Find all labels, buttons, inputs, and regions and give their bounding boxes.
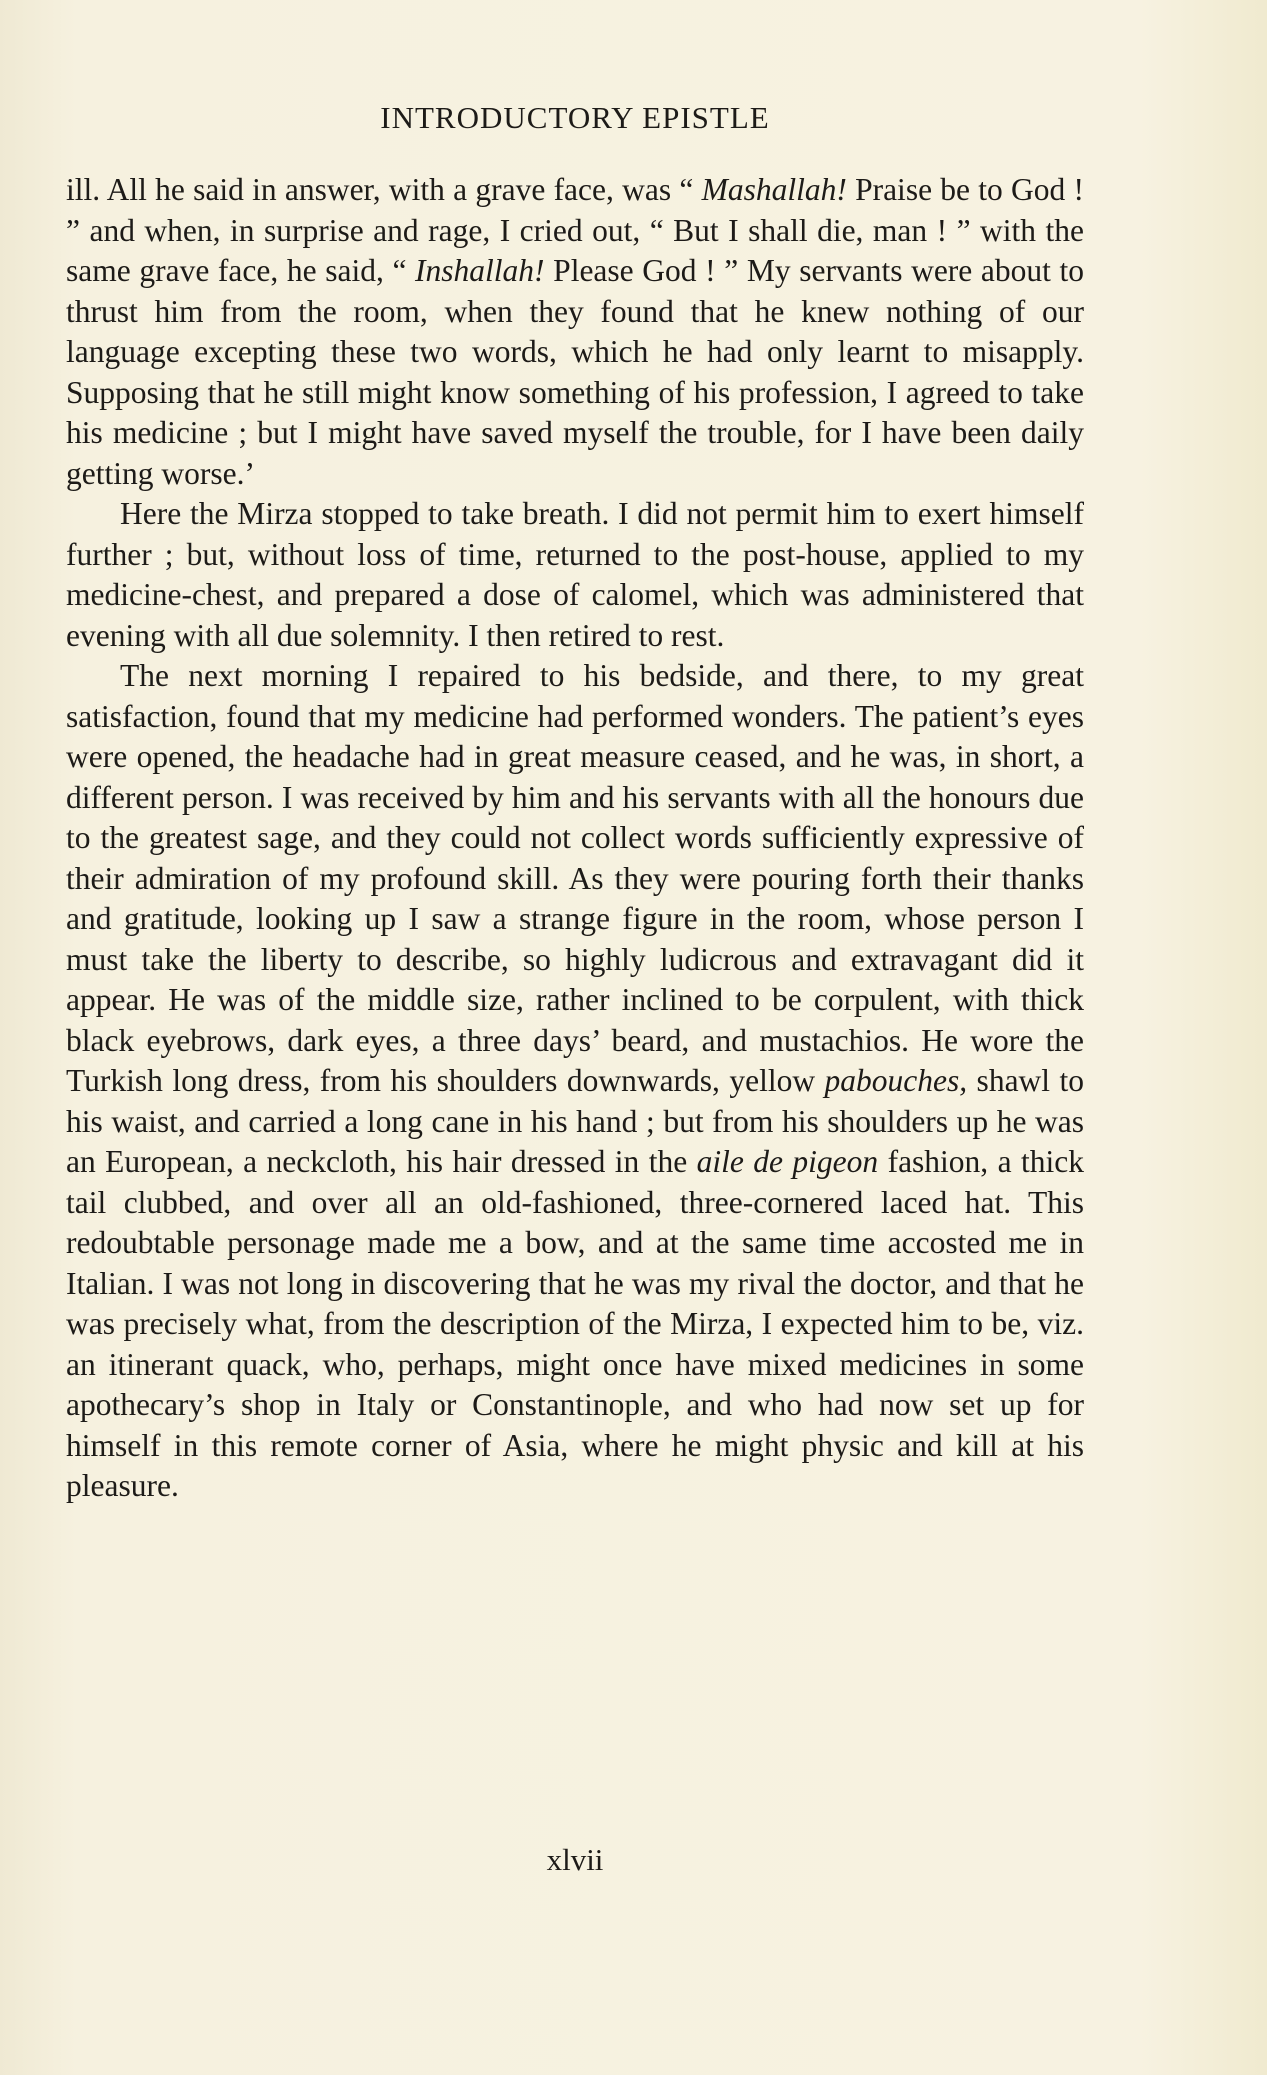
paragraph: The next morning I repaired to his bedside, and there, to my great satisfaction, found that my medicine had performed wonders. The patient’s eyes were opened, the headache had in great measure ceased, and he was, in short, a different person. I was received by him and his servants with all the honours due to the greatest sage, and they could not collect words sufficiently expressive of their admiration of my profound skill. As they were pouring forth their thanks and gratitude, looking up I saw a strange figure in the room, whose person I must take the liberty to describe, so highly ludicrous and extravagant did it appear. He was of the middle size, rather inclined to be corpulent, with thick black eyebrows, dark eyes, a three days’ beard, and mustachios. He wore the Turkish long dress, from his shoulders downwards, yellow pabouches, shawl to his waist, and carried a long cane in his hand ; but from his shoulders up he was an European, a neckcloth, his hair dressed in the aile de pigeon fashion, a thick tail clubbed, and over all an old-fashioned, three-cornered laced hat. This redoubtable personage made me a bow, and at the same time accosted me in Italian. I was not long in discovering that he was my rival the doctor, and that he was precisely what, from the description of the Mirza, I expected him to be, viz. an itinerant quack, who, perhaps, might once have mixed medicines in some apothecary’s shop in Italy or Constantinople, and who had now set up for himself in this remote corner of Asia, where he might physic and kill at his pleasure. [66,658,1084,1503]
body-text [66,170,1084,1507]
page-number: xlvii [546,1842,604,1877]
running-head: INTRODUCTORY EPISTLE [380,100,770,135]
paragraph: ill. All he said in answer, with a grave face, was “ Mashallah! Praise be to God ! ” and when, in surprise and rage, I cried out, “ But I shall die, man ! ” with the same grave face, he said, “ Inshallah! Please God ! ” My servants were about to thrust him from the room, when they found that he knew nothing of our language excepting these two words, which he had only learnt to misapply. Supposing that he still might know something of his profession, I agreed to take his medicine ; but I might have saved myself the trouble, for I have been daily getting worse.’ [66,172,1085,491]
paragraph: Here the Mirza stopped to take breath. I did not permit him to exert himself further ; but, without loss of time, returned to the post-house, applied to my medicine-chest, and prepared a dose of calomel, which was administered that evening with all due solemnity. I then retired to rest. [66,496,1084,653]
